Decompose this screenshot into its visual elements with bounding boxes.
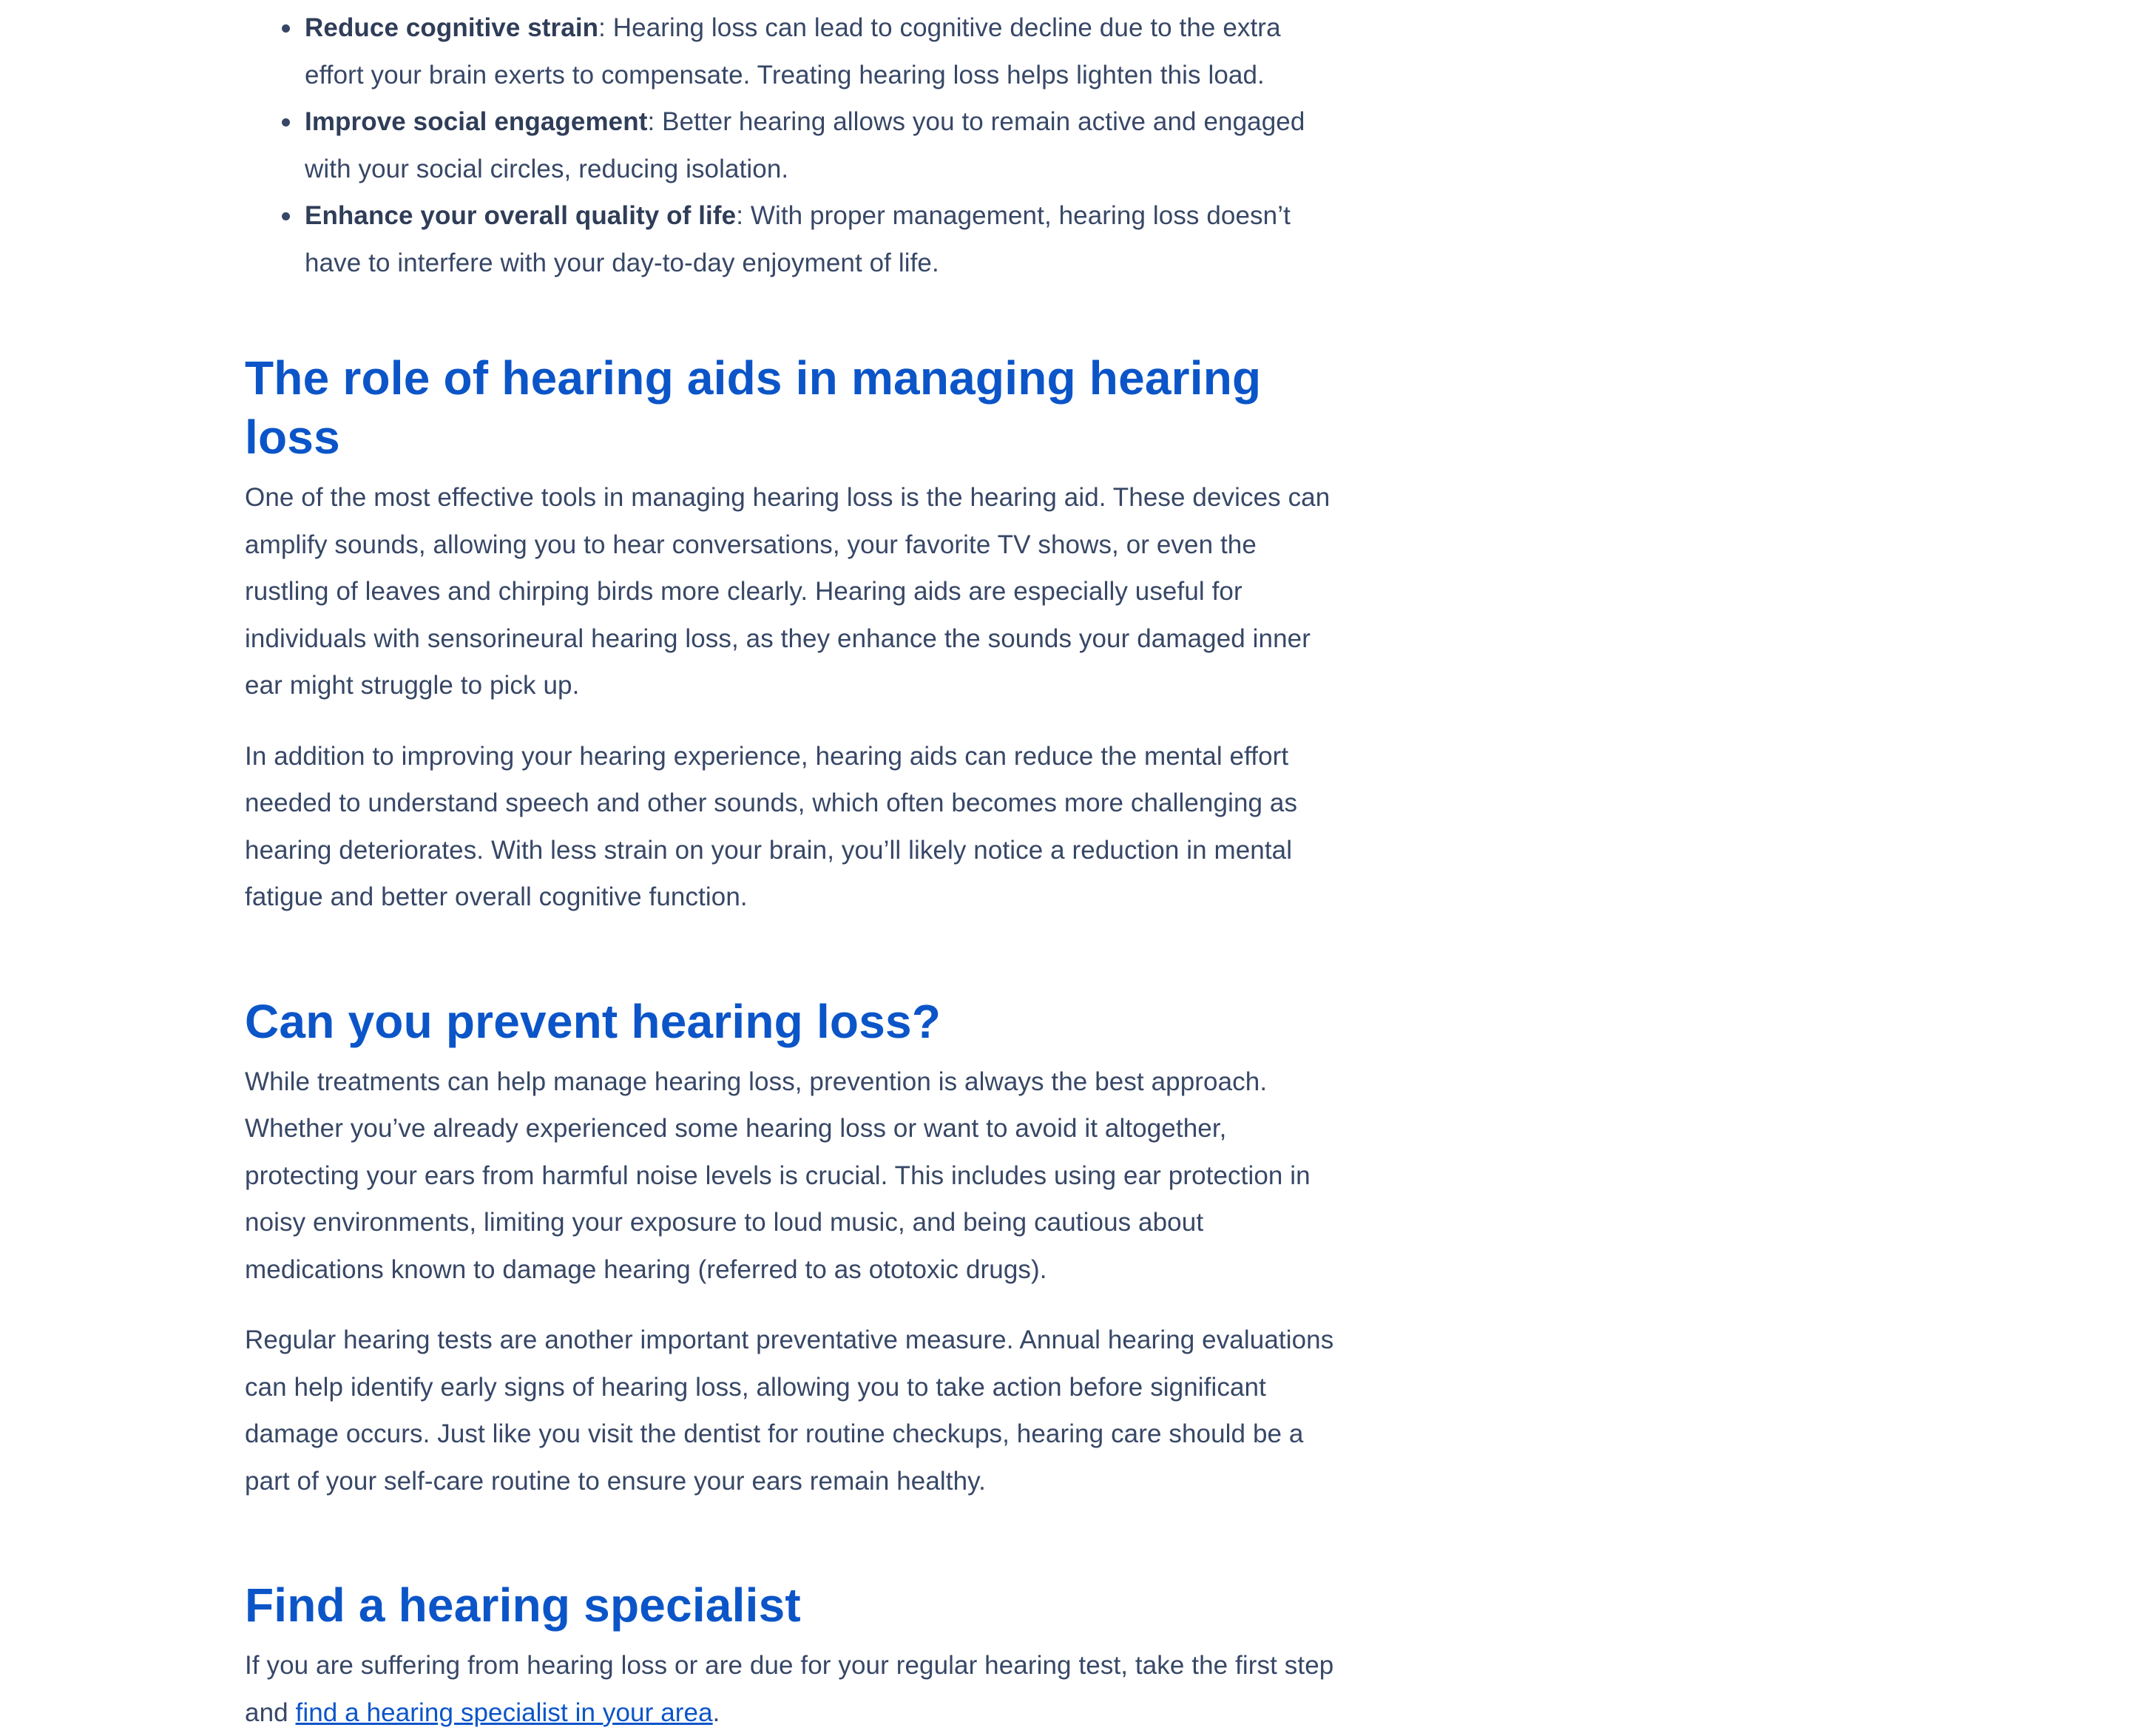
list-item-text: : Better hearing allows you to remain active and engaged with your social circles, reducing isolation. [305,107,1305,183]
paragraph-hearing-aids-1: One of the most effective tools in managing hearing loss is the hearing aid. These devices can amplify sounds, allowing you to hear conversations, your favorite TV shows, or even the rustling of leaves and chirping birds more clearly. Hearing aids are especially useful for individuals with sensorineural hearing loss, as they enhance the sounds your damaged inner ear might struggle to pick up. [245,483,1331,700]
bullet-dot-icon [282,24,290,33]
paragraph-hearing-aids-2: In addition to improving your hearing experience, hearing aids can reduce the mental effort needed to understand speech and other sounds, which often becomes more challenging as hearing deteriorates. With less strain on your brain, you’ll likely notice a reduction in mental fatigue and better overall cognitive function. [245,741,1298,911]
list-item [305,98,1339,192]
paragraph-prevention-1: While treatments can help manage hearing loss, prevention is always the best approach. Whether you’ve already experienced some hearing loss or want to avoid it altogether, protecting your ears from harmful noise levels is crucial. This includes using ear protection in noisy environments, limiting your exposure to loud music, and being cautious about medications known to damage hearing (referred to as ototoxic drugs). [245,1067,1311,1284]
paragraph-specialist-end: . [712,1698,720,1727]
paragraph-specialist-text: If you are suffering from hearing loss or are due for your regular hearing test, take the first step and [245,1651,1334,1727]
paragraph-specialist [245,1642,1339,1736]
heading-hearing-aids: The role of hearing aids in managing hearing loss [245,351,1262,464]
list-item-title: Improve social engagement [305,107,648,136]
heading-prevention: Can you prevent hearing loss? [245,994,941,1048]
list-item-title: Enhance your overall quality of life [305,201,737,230]
list-item [305,4,1339,98]
heading-specialist: Find a hearing specialist [245,1578,801,1632]
list-item-text: : With proper management, hearing loss doesn’t have to interfere with your day-to-day enjoyment of life. [305,201,1291,277]
paragraph-prevention-2: Regular hearing tests are another important preventative measure. Annual hearing evaluations can help identify early signs of hearing loss, allowing you to take action before significant damage occurs. Just like you visit the dentist for routine checkups, hearing care should be a part of your self-care routine to ensure your ears remain healthy. [245,1325,1334,1496]
article-body [245,0,1339,1736]
bullet-dot-icon [282,118,290,126]
list-item-text: : Hearing loss can lead to cognitive decline due to the extra effort your brain exerts to compensate. Treating hearing loss helps lighten this load. [305,13,1281,89]
list-item [305,192,1339,286]
list-item-title: Reduce cognitive strain [305,13,599,42]
find-specialist-link[interactable]: find a hearing specialist in your area [295,1698,713,1727]
bullet-dot-icon [282,212,290,220]
benefits-list [245,4,1339,286]
